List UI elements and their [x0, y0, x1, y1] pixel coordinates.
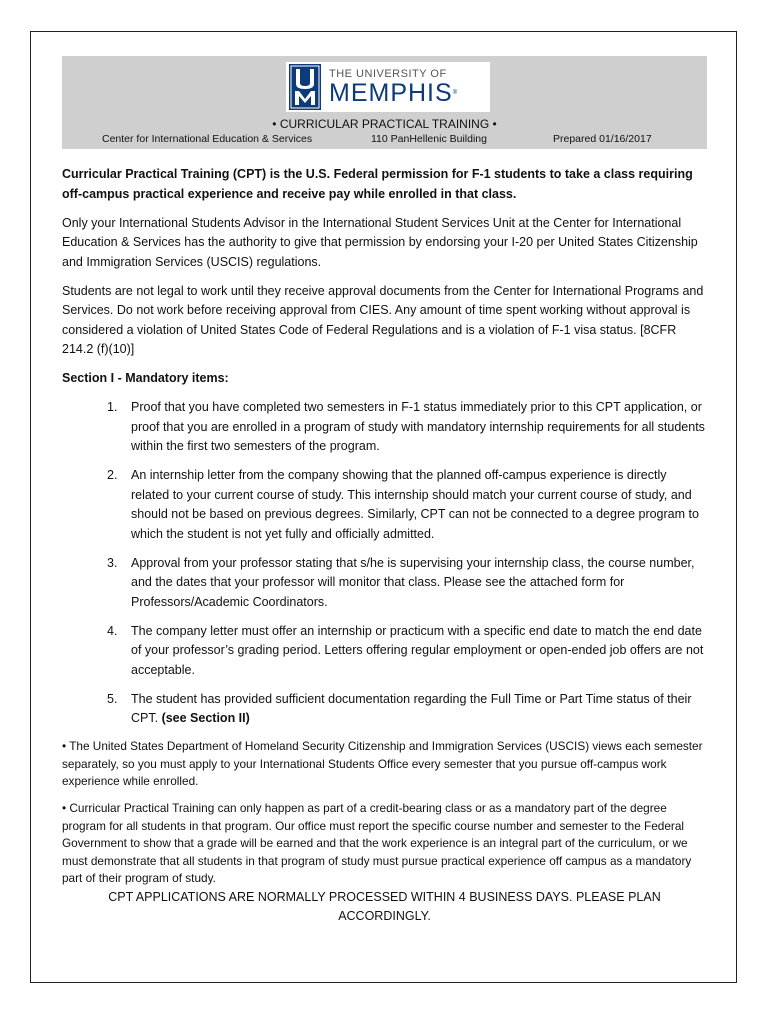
prepared-date: Prepared 01/16/2017: [553, 133, 652, 145]
university-logo: [286, 62, 490, 112]
mandatory-items-list: [62, 398, 707, 729]
section-heading: Section I - Mandatory items:: [62, 371, 229, 385]
header-info-line: [62, 133, 707, 147]
document-page: [30, 31, 737, 983]
work-authorization-paragraph: Students are not legal to work until they receive approval documents from the Center for International Programs and Services. Do not work before receiving approval from CIES. Any amount of time spent working without approval is considered a violation of United States Code of Federal Regulations and is a violation of F-1 visa status. [8CFR 214.2 (f)(10)]: [62, 283, 704, 356]
uscis-note: • The United States Department of Homeland Security Citizenship and Immigration Services (USCIS) views each semester separately, so you must apply to your International Students Office every semester that you pursue off-campus work experience while enrolled.: [62, 739, 703, 788]
list-item: 1. Proof that you have completed two semesters in F-1 status immediately prior to this CPT application, or proof that you are enrolled in a program of study with mandatory internship requirements for all students within the first two semesters of the program.: [107, 400, 705, 453]
list-item: 3. Approval from your professor stating that s/he is supervising your internship class, the course number, and the dates that your professor will monitor that class. Please see the attached form for Professors/Academic Coordinators.: [107, 555, 695, 609]
logo-big-text: MEMPHIS®: [329, 79, 459, 107]
logo-small-text: THE UNIVERSITY OF: [329, 68, 447, 80]
list-item: 4. The company letter must offer an internship or practicum with a specific end date to match the end date of your professor’s grading period. Letters offering regular employment or open-ended job offers are not acceptable.: [107, 623, 704, 677]
document-body: [62, 165, 707, 927]
um-logo-mark-icon: [289, 64, 321, 110]
list-item: 2. An internship letter from the company showing that the planned off-campus experience is directly related to your current course of study. This internship should match your current course of study, and should not be based on previous degrees. Similarly, CPT can not be connected to a degree program to which the student is not yet fully and officially admitted.: [107, 468, 699, 541]
list-item: 5. The student has provided sufficient documentation regarding the Full Time or Part Time status of their CPT. (see Section II): [107, 691, 692, 725]
document-title: • CURRICULAR PRACTICAL TRAINING •: [272, 117, 497, 131]
advisor-paragraph: Only your International Students Advisor in the International Student Services Unit at the Center for International Education & Services has the authority to give that permission by endorsing your I-20 per United States Citizenship and Immigration Services (USCIS) regulations.: [62, 215, 698, 269]
section-ii-reference: (see Section II): [161, 711, 250, 725]
processing-notice: CPT APPLICATIONS ARE NORMALLY PROCESSED WITHIN 4 BUSINESS DAYS. PLEASE PLAN ACCORDINGLY.: [108, 889, 661, 923]
credit-bearing-note: • Curricular Practical Training can only happen as part of a credit-bearing class or as a mandatory part of the degree program for all students in that program. Our office must report the specific course number and semester to the Federal Government to show that a grade will be earned and that the work experience is an integral part of the curriculum, or we must demonstrate that all students in that program of study must pursue practical experience off campus as a mandatory part of their program of study.: [62, 801, 692, 885]
center-name: Center for International Education & Services: [102, 133, 313, 145]
intro-paragraph: Curricular Practical Training (CPT) is the U.S. Federal permission for F-1 students to take a class requiring off-campus practical experience and receive pay while enrolled in that class.: [62, 167, 693, 201]
building-name: 110 PanHellenic Building: [371, 133, 487, 145]
header-banner: [62, 56, 707, 149]
